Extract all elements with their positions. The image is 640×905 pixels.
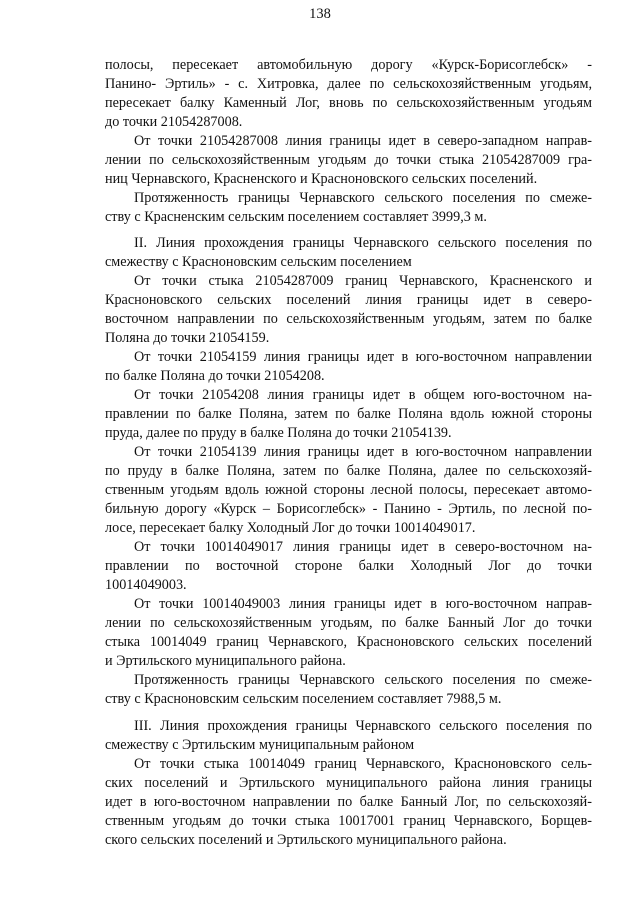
text-line: ственным угодьям вдоль южной стороны лесной полосы, пересекает автомо- [105, 482, 592, 498]
text-line: От точки стыка 21054287009 границ Чернавского, Красненского и [134, 273, 592, 289]
text-line: Протяженность границы Чернавского сельского поселения по смеже- [134, 190, 592, 206]
text-line: пересекает балку Каменный Лог, вновь по сельскохозяйственным угодьям [105, 95, 592, 111]
text-line: и Эртильского муниципального района. [105, 653, 346, 669]
page-number: 138 [309, 6, 331, 22]
text-line: пруда, далее по пруду в балке Поляна до точки 21054139. [105, 425, 452, 441]
text-line: Красноновского сельских поселений линия границы идет в северо- [105, 292, 592, 308]
text-line: От точки 21054139 линия границы идет в юго-восточном направлении [134, 444, 592, 460]
text-line: по пруду в балке Поляна, затем по балке Поляна, далее по сельскохозяй- [105, 463, 592, 479]
text-line: ских поселений и Эртильского муниципального района линия границы [105, 775, 592, 791]
section-heading: смежеству с Красноновским сельским поселением [105, 254, 412, 270]
text-line: до точки 21054287008. [105, 114, 243, 130]
text-line: ству с Красненским сельским поселением составляет 3999,3 м. [105, 209, 487, 225]
text-line: От точки 10014049017 линия границы идет в северо-восточном на- [134, 539, 592, 555]
text-line: лосе, пересекает балку Холодный Лог до точки 10014049017. [105, 520, 476, 536]
text-line: ниц Чернавского, Красненского и Красноновского сельских поселений. [105, 171, 538, 187]
text-line: Поляна до точки 21054159. [105, 330, 270, 346]
text-line: бильную дорогу «Курск – Борисоглебск» - Панино - Эртиль, по лесной по- [105, 501, 592, 517]
text-line: От точки 10014049003 линия границы идет в юго-восточном направ- [134, 596, 592, 612]
text-line: ству с Красноновским сельским поселением составляет 7988,5 м. [105, 691, 502, 707]
section-heading: II. Линия прохождения границы Чернавского сельского поселения по [134, 235, 592, 251]
section-heading: III. Линия прохождения границы Чернавского сельского поселения по [134, 718, 592, 734]
text-line: лении по сельскохозяйственным угодьям до точки стыка 21054287009 гра- [105, 152, 592, 168]
text-line: правлении по балке Поляна, затем по балке Поляна вдоль южной стороны [105, 406, 592, 422]
text-line: Панино- Эртиль» - с. Хитровка, далее по сельскохозяйственным угодьям, [105, 76, 592, 92]
text-line: ского сельских поселений и Эртильского муниципального района. [105, 832, 507, 848]
text-line: по балке Поляна до точки 21054208. [105, 368, 325, 384]
text-line: идет в юго-восточном направлении по балке Банный Лог, по сельскохозяй- [105, 794, 592, 810]
section-heading: смежеству с Эртильским муниципальным районом [105, 737, 415, 753]
text-line: стыка 10014049 границ Чернавского, Красноновского сельских поселений [105, 634, 592, 650]
text-line: От точки 21054159 линия границы идет в юго-восточном направлении [134, 349, 592, 365]
text-line: восточном направлении по сельскохозяйственным угодьям, затем по балке [105, 311, 592, 327]
text-line: 10014049003. [105, 577, 187, 593]
text-line: ственным угодьям до точки стыка 10017001 границ Чернавского, Борщев- [105, 813, 592, 829]
text-line: От точки 21054208 линия границы идет в общем юго-восточном на- [134, 387, 592, 403]
text-line: От точки 21054287008 линия границы идет в северо-западном направ- [134, 133, 592, 149]
text-line: лении по сельскохозяйственным угодьям, по балке Банный Лог до точки [105, 615, 592, 631]
text-line: полосы, пересекает автомобильную дорогу «Курск-Борисоглебск» - [105, 57, 592, 73]
text-line: От точки стыка 10014049 границ Чернавского, Красноновского сель- [134, 756, 592, 772]
text-line: Протяженность границы Чернавского сельского поселения по смеже- [134, 672, 592, 688]
text-line: правлении по восточной стороне балки Холодный Лог до точки [105, 558, 592, 574]
